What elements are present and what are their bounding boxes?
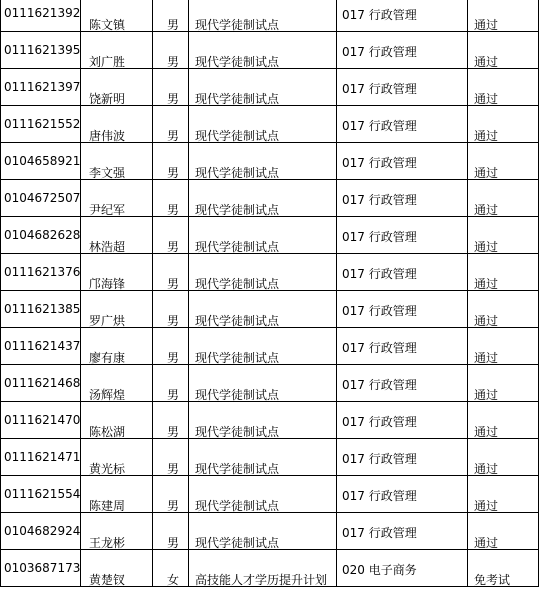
student-name-text: 罗广烘 [89,314,126,328]
gender-cell [153,32,189,69]
student-name-cell [81,402,153,439]
major-cell [337,32,468,69]
gender-cell [153,402,189,439]
student-id-text: 0104682924 [4,524,81,538]
student-id-cell [1,513,81,550]
student-id-cell [1,291,81,328]
program-text: 现代学徒制试点 [195,240,280,254]
student-id-text: 0104682628 [4,228,81,242]
student-name-text: 饶新明 [89,92,126,106]
program-text: 现代学徒制试点 [195,203,280,217]
student-id-text: 0111621376 [4,265,81,279]
result-cell [468,439,539,476]
gender-text: 男 [167,18,180,32]
table-row [1,0,539,32]
gender-text: 男 [167,92,180,106]
student-name-cell [81,143,153,180]
result-text: 通过 [474,166,499,180]
major-cell [337,217,468,254]
result-text: 通过 [474,129,499,143]
result-text: 通过 [474,277,499,291]
student-id-text: 0104672507 [4,191,81,205]
gender-cell [153,439,189,476]
major-text: 017 行政管理 [342,82,417,96]
program-cell [189,365,337,402]
gender-cell [153,513,189,550]
program-text: 现代学徒制试点 [195,499,280,513]
roster-body [1,0,539,587]
program-cell [189,0,337,32]
program-cell [189,402,337,439]
result-cell [468,402,539,439]
student-id-text: 0111621397 [4,80,81,94]
program-cell [189,180,337,217]
major-text: 020 电子商务 [342,563,417,577]
result-cell [468,254,539,291]
student-name-text: 汤辉煌 [89,388,126,402]
gender-cell [153,328,189,365]
result-text: 通过 [474,462,499,476]
student-id-text: 0104658921 [4,154,81,168]
major-text: 017 行政管理 [342,193,417,207]
gender-text: 男 [167,203,180,217]
gender-cell [153,254,189,291]
program-cell [189,550,337,587]
program-text: 现代学徒制试点 [195,388,280,402]
gender-text: 男 [167,240,180,254]
result-cell [468,550,539,587]
result-text: 通过 [474,536,499,550]
result-text: 通过 [474,499,499,513]
student-id-cell [1,439,81,476]
major-text: 017 行政管理 [342,378,417,392]
student-id-text: 0111621385 [4,302,81,316]
result-text: 通过 [474,314,499,328]
major-cell [337,0,468,32]
major-cell [337,106,468,143]
program-cell [189,254,337,291]
major-text: 017 行政管理 [342,489,417,503]
gender-text: 男 [167,129,180,143]
student-name-cell [81,291,153,328]
major-cell [337,476,468,513]
table-row [1,69,539,106]
student-name-text: 陈建周 [89,499,126,513]
result-cell [468,217,539,254]
major-text: 017 行政管理 [342,230,417,244]
gender-cell [153,550,189,587]
program-text: 现代学徒制试点 [195,462,280,476]
table-row [1,328,539,365]
program-cell [189,439,337,476]
student-name-cell [81,254,153,291]
result-cell [468,180,539,217]
student-name-cell [81,106,153,143]
student-name-text: 廖有康 [89,351,126,365]
gender-text: 男 [167,351,180,365]
student-id-cell [1,0,81,32]
student-id-cell [1,106,81,143]
student-id-cell [1,69,81,106]
student-id-cell [1,217,81,254]
table-row [1,291,539,328]
student-id-cell [1,32,81,69]
program-text: 现代学徒制试点 [195,129,280,143]
table-row [1,439,539,476]
student-id-text: 0111621554 [4,487,81,501]
table-row [1,365,539,402]
student-name-cell [81,439,153,476]
gender-text: 男 [167,314,180,328]
table-row [1,32,539,69]
gender-cell [153,217,189,254]
student-id-text: 0111621470 [4,413,81,427]
student-name-text: 黄楚钗 [89,573,126,587]
student-id-cell [1,254,81,291]
table-row [1,550,539,587]
gender-cell [153,180,189,217]
student-id-cell [1,476,81,513]
result-text: 通过 [474,18,499,32]
major-text: 017 行政管理 [342,119,417,133]
result-text: 通过 [474,425,499,439]
result-cell [468,365,539,402]
program-text: 现代学徒制试点 [195,55,280,69]
result-cell [468,143,539,180]
student-id-text: 0111621468 [4,376,81,390]
major-text: 017 行政管理 [342,304,417,318]
result-text: 通过 [474,203,499,217]
student-name-text: 尹纪军 [89,203,126,217]
student-name-text: 刘广胜 [89,55,126,69]
student-id-text: 0111621471 [4,450,81,464]
student-id-cell [1,550,81,587]
program-text: 现代学徒制试点 [195,536,280,550]
major-text: 017 行政管理 [342,156,417,170]
major-text: 017 行政管理 [342,526,417,540]
result-cell [468,513,539,550]
major-cell [337,291,468,328]
major-text: 017 行政管理 [342,452,417,466]
gender-text: 男 [167,462,180,476]
gender-text: 男 [167,55,180,69]
major-text: 017 行政管理 [342,8,417,22]
major-cell [337,439,468,476]
student-id-text: 0111621392 [4,6,81,20]
program-text: 现代学徒制试点 [195,425,280,439]
result-cell [468,476,539,513]
major-cell [337,550,468,587]
major-cell [337,328,468,365]
result-text: 通过 [474,240,499,254]
program-text: 现代学徒制试点 [195,314,280,328]
result-text: 通过 [474,388,499,402]
student-name-cell [81,180,153,217]
student-id-cell [1,402,81,439]
program-cell [189,513,337,550]
student-id-text: 0111621395 [4,43,81,57]
major-text: 017 行政管理 [342,45,417,59]
gender-text: 男 [167,166,180,180]
student-name-text: 林浩超 [89,240,126,254]
student-name-text: 邝海锋 [89,277,126,291]
table-row [1,476,539,513]
student-name-text: 陈松湖 [89,425,126,439]
result-cell [468,0,539,32]
gender-cell [153,106,189,143]
program-cell [189,217,337,254]
result-text: 通过 [474,351,499,365]
gender-text: 男 [167,425,180,439]
result-text: 通过 [474,55,499,69]
gender-cell [153,365,189,402]
result-text: 通过 [474,92,499,106]
student-id-cell [1,328,81,365]
gender-text: 男 [167,536,180,550]
result-cell [468,328,539,365]
student-name-cell [81,69,153,106]
program-cell [189,32,337,69]
student-name-cell [81,32,153,69]
student-name-cell [81,217,153,254]
student-name-text: 李文强 [89,166,126,180]
major-cell [337,402,468,439]
table-row [1,143,539,180]
program-cell [189,143,337,180]
major-text: 017 行政管理 [342,267,417,281]
major-cell [337,254,468,291]
table-row [1,180,539,217]
student-name-cell [81,476,153,513]
table-row [1,106,539,143]
student-name-text: 唐伟波 [89,129,126,143]
major-cell [337,143,468,180]
major-cell [337,69,468,106]
result-cell [468,291,539,328]
student-name-text: 陈文镇 [89,18,126,32]
program-text: 现代学徒制试点 [195,277,280,291]
program-text: 高技能人才学历提升计划 [195,573,328,587]
gender-cell [153,0,189,32]
table-row [1,402,539,439]
student-name-cell [81,0,153,32]
gender-cell [153,291,189,328]
gender-text: 女 [167,573,180,587]
program-cell [189,69,337,106]
student-name-text: 王龙彬 [89,536,126,550]
gender-text: 男 [167,388,180,402]
gender-cell [153,476,189,513]
program-cell [189,328,337,365]
table-row [1,513,539,550]
student-name-cell [81,365,153,402]
result-cell [468,69,539,106]
result-cell [468,32,539,69]
program-text: 现代学徒制试点 [195,166,280,180]
student-name-cell [81,513,153,550]
student-id-cell [1,365,81,402]
gender-text: 男 [167,277,180,291]
result-text: 免考试 [474,573,511,587]
student-name-text: 黄光标 [89,462,126,476]
program-text: 现代学徒制试点 [195,351,280,365]
gender-cell [153,69,189,106]
student-id-text: 0103687173 [4,561,81,575]
student-name-cell [81,550,153,587]
gender-text: 男 [167,499,180,513]
major-text: 017 行政管理 [342,341,417,355]
program-cell [189,291,337,328]
student-id-text: 0111621437 [4,339,81,353]
major-cell [337,180,468,217]
gender-cell [153,143,189,180]
program-cell [189,476,337,513]
result-cell [468,106,539,143]
student-id-cell [1,180,81,217]
program-text: 现代学徒制试点 [195,92,280,106]
table-row [1,217,539,254]
program-cell [189,106,337,143]
student-id-text: 0111621552 [4,117,81,131]
major-cell [337,365,468,402]
major-text: 017 行政管理 [342,415,417,429]
program-text: 现代学徒制试点 [195,18,280,32]
table-row [1,254,539,291]
student-id-cell [1,143,81,180]
major-cell [337,513,468,550]
student-name-cell [81,328,153,365]
